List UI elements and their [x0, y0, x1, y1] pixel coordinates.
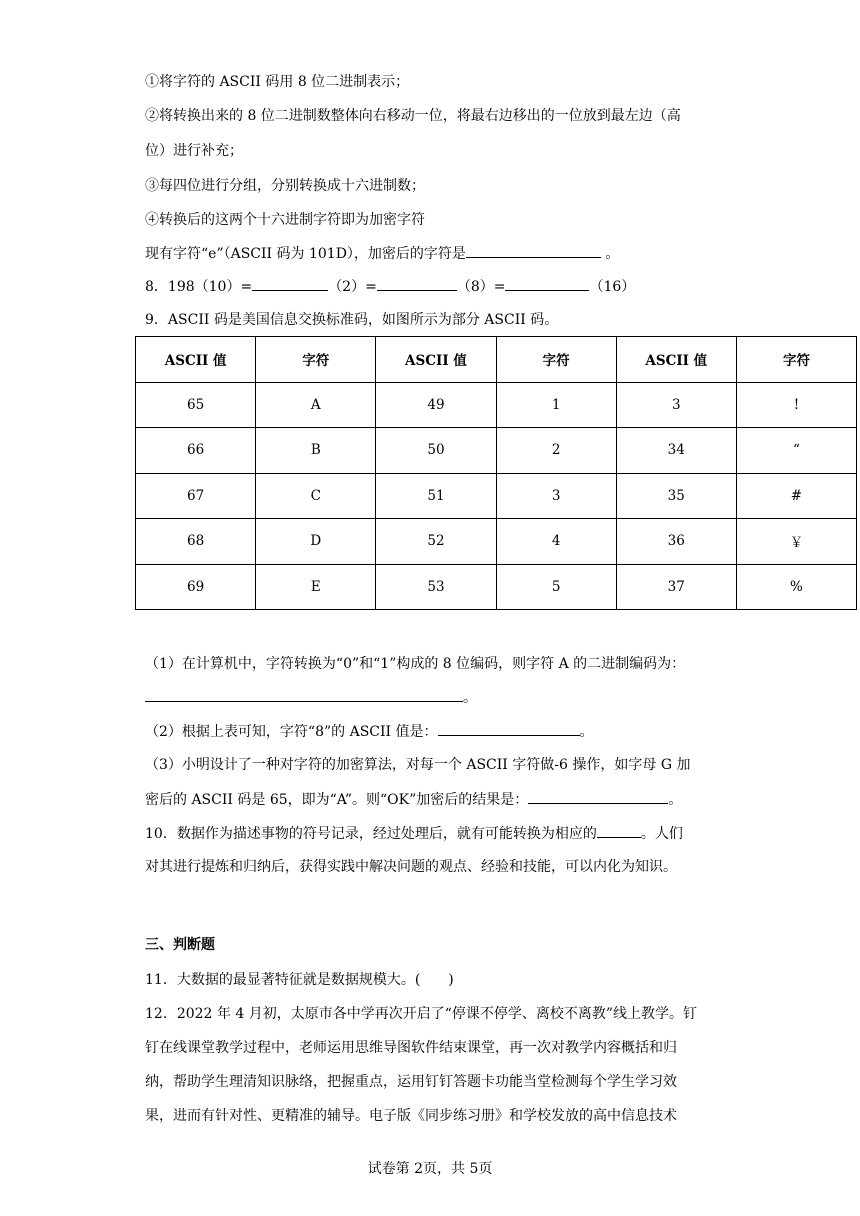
table-cell: C [256, 473, 376, 519]
answer-blank-q8-bin[interactable] [252, 276, 328, 291]
table-cell: 34 [616, 428, 736, 474]
table-cell: 5 [496, 564, 616, 610]
answer-blank-q8-hex[interactable] [505, 276, 589, 291]
s2-text: （2）根据上表可知，字符“8”的 ASCII 值是： [145, 724, 438, 740]
table-cell: 1 [496, 382, 616, 428]
page-footer: 试卷第 2页，共 5页 [367, 1161, 493, 1177]
q10-text: 10．数据作为描述事物的符号记录，经过处理后，就有可能转换为相应的 [145, 826, 597, 842]
table-cell: 68 [136, 519, 256, 565]
table-cell: 3 [496, 473, 616, 519]
line-step2: ②将转换出来的 8 位二进制数整体向右移动一位，将最右边移出的一位放到最左边（高 [145, 108, 681, 124]
table-cell: 53 [376, 564, 496, 610]
table-cell: ! [736, 382, 856, 428]
q8-text-c: （8）= [456, 279, 506, 295]
answer-blank-q8-oct[interactable] [377, 276, 457, 291]
question-e-text: 现有字符“e”（ASCII 码为 101D），加密后的字符是 [145, 246, 466, 262]
answer-blank-s1[interactable] [145, 687, 463, 702]
table-cell: D [256, 519, 376, 565]
q10-end: 。人们 [640, 826, 683, 842]
table-header-cell: ASCII 值 [376, 337, 496, 383]
table-cell: % [736, 564, 856, 610]
table-cell: 37 [616, 564, 736, 610]
subquestion-2 [145, 721, 594, 742]
table-cell: ￥ [736, 519, 856, 565]
question-12-line3: 纳，帮助学生理清知识脉络，把握重点，运用钉钉答题卡功能当堂检测每个学生学习效 [145, 1074, 677, 1090]
answer-blank-s3[interactable] [528, 789, 668, 804]
table-cell: 65 [136, 382, 256, 428]
q8-text-b: （2）= [328, 279, 377, 295]
line-step4: ④转换后的这两个十六进制字符即为加密字符 [145, 212, 425, 228]
table-row [136, 382, 857, 428]
subquestion-3: （3）小明设计了一种对字符的加密算法，对每一个 ASCII 字符做-6 操作，如字母 G 加 [145, 757, 691, 773]
line-step3: ③每四位进行分组，分别转换成十六进制数； [145, 178, 425, 194]
question-8 [145, 276, 635, 297]
table-cell: # [736, 473, 856, 519]
line-step1: ①将字符的 ASCII 码用 8 位二进制表示； [145, 74, 410, 90]
question-10-cont: 对其进行提炼和归纳后，获得实践中解决问题的观点、经验和技能，可以内化为知识。 [145, 859, 677, 875]
table-cell: 4 [496, 519, 616, 565]
line-step2-cont: 位）进行补充； [145, 143, 243, 159]
question-10 [145, 823, 683, 844]
question-12-line4: 果，进而有针对性、更精准的辅导。电子版《同步练习册》和学校发放的高中信息技术 [145, 1108, 677, 1124]
table-cell: 3 [616, 382, 736, 428]
table-cell: 50 [376, 428, 496, 474]
table-row [136, 428, 857, 474]
table-header-cell: ASCII 值 [616, 337, 736, 383]
table-cell: E [256, 564, 376, 610]
table-cell: B [256, 428, 376, 474]
question-e-end: 。 [600, 246, 620, 262]
table-row [136, 564, 857, 610]
table-cell: 51 [376, 473, 496, 519]
table-header-cell: 字符 [256, 337, 376, 383]
s2-end: 。 [579, 724, 594, 740]
subquestion-1-answer [145, 687, 477, 708]
table-cell: 35 [616, 473, 736, 519]
answer-blank-s2[interactable] [438, 721, 580, 736]
answer-blank-e[interactable] [466, 243, 601, 258]
table-header-cell: 字符 [736, 337, 856, 383]
table-cell: “ [736, 428, 856, 474]
section-title: 三、判断题 [145, 937, 215, 953]
table-cell: 67 [136, 473, 256, 519]
s3-end: 。 [668, 792, 683, 808]
table-header-cell: ASCII 值 [136, 337, 256, 383]
table-row [136, 473, 857, 519]
table-cell: 2 [496, 428, 616, 474]
table-cell: 52 [376, 519, 496, 565]
question-12: 12．2022 年 4 月初，太原市各中学再次开启了“停课不停学、离校不离教”线上教学。钉 [145, 1006, 698, 1022]
table-cell: 66 [136, 428, 256, 474]
table-cell: 49 [376, 382, 496, 428]
table-header-row [136, 337, 857, 383]
table-cell: 36 [616, 519, 736, 565]
question-12-line2: 钉在线课堂教学过程中，老师运用思维导图软件结束课堂，再一次对教学内容概括和归 [145, 1040, 677, 1056]
table-row [136, 519, 857, 565]
table-cell: 69 [136, 564, 256, 610]
q8-text-d: （16） [589, 279, 636, 295]
subquestion-1: （1）在计算机中，字符转换为“0”和“1”构成的 8 位编码，则字符 A 的二进制编码为： [145, 656, 686, 672]
ascii-table [135, 336, 857, 610]
s3-text: 密后的 ASCII 码是 65，即为“A”。则“OK”加密后的结果是： [145, 792, 529, 808]
line-question-e [145, 243, 619, 264]
s1-end: 。 [463, 690, 477, 706]
question-9: 9．ASCII 码是美国信息交换标准码，如图所示为部分 ASCII 码。 [145, 312, 559, 328]
table-cell: A [256, 382, 376, 428]
question-11: 11．大数据的最显著特征就是数据规模大。( ) [145, 972, 454, 988]
q8-text-a: 8．198（10）= [145, 279, 253, 295]
table-header-cell: 字符 [496, 337, 616, 383]
answer-blank-q10[interactable] [597, 823, 641, 838]
subquestion-3-cont [145, 789, 682, 810]
